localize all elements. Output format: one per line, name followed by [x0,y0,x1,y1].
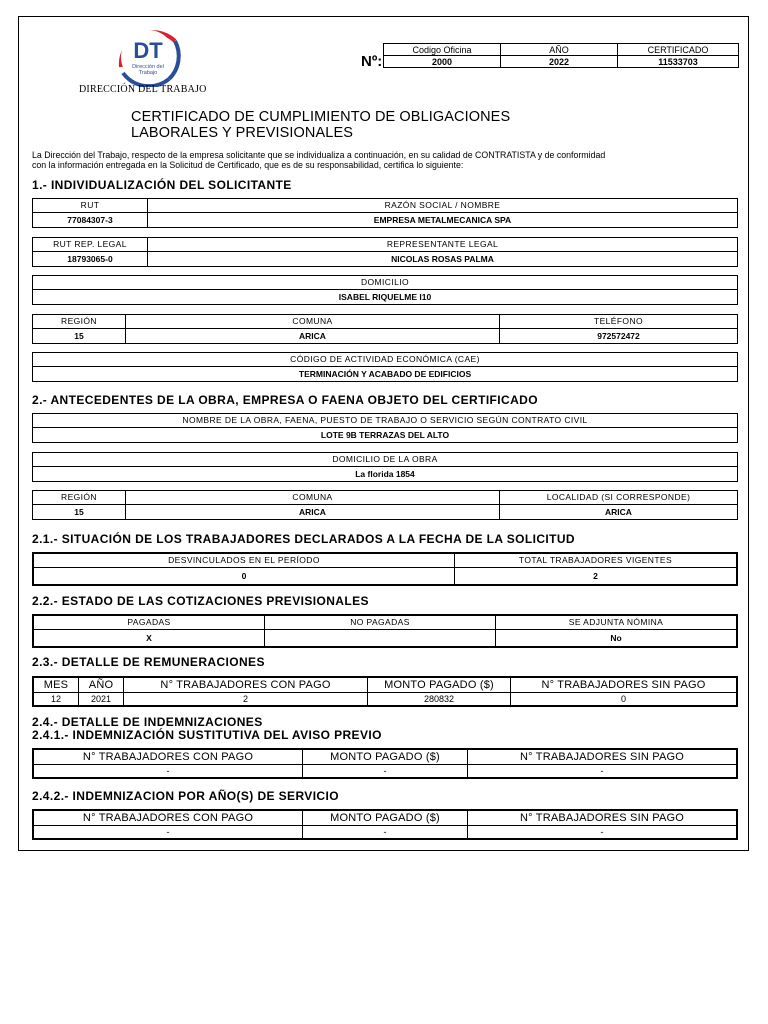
intro-line-1: La Dirección del Trabajo, respecto de la empresa solicitante que se individualiza a continuación, en su calidad de CONTRATISTA y de conformidad [32,150,606,160]
comuna-value: ARICA [126,329,500,344]
certificado-value: 11533703 [618,56,739,68]
obra-region-value: 15 [33,505,126,520]
se-adjunta-nomina-label: SE ADJUNTA NÓMINA [496,615,738,630]
servicio-con-pago-header: N° TRABAJADORES CON PAGO [33,810,303,826]
monto-pagado-value: 280832 [368,693,511,707]
section-2-1-heading: 2.1.- SITUACIÓN DE LOS TRABAJADORES DECLARADOS A LA FECHA DE LA SOLICITUD [32,532,575,546]
codigo-oficina-value: 2000 [384,56,501,68]
cae-value: TERMINACIÓN Y ACABADO DE EDIFICIOS [33,367,738,382]
telefono-value: 972572472 [500,329,738,344]
obra-table [32,413,738,443]
aviso-monto-header: MONTO PAGADO ($) [303,749,468,765]
aviso-sin-pago-header: N° TRABAJADORES SIN PAGO [468,749,738,765]
servicio-monto-value: - [303,826,468,840]
trabajadores-table [32,552,738,586]
codigo-oficina-header: Codigo Oficina [384,44,501,56]
domicilio-table [32,275,738,305]
certificate-number-table [383,43,739,68]
section-2-4-heading: 2.4.- DETALLE DE INDEMNIZACIONES [32,715,263,729]
logo-subtext-1: Dirección del [132,64,164,70]
obra-comuna-value: ARICA [126,505,500,520]
section-2-3-heading: 2.3.- DETALLE DE REMUNERACIONES [32,655,265,669]
ano-header: AÑO [501,44,618,56]
desvinculados-value: 0 [33,568,455,586]
title-line-1: CERTIFICADO DE CUMPLIMIENTO DE OBLIGACIONES [131,109,511,125]
no-pagadas-label: NO PAGADAS [265,615,496,630]
trabajadores-con-pago-header: N° TRABAJADORES CON PAGO [124,677,368,693]
total-trabajadores-label: TOTAL TRABAJADORES VIGENTES [455,553,738,568]
cae-table [32,352,738,382]
se-adjunta-nomina-value: No [496,630,738,648]
cotizaciones-table [32,614,738,648]
aviso-con-pago-value: - [33,765,303,779]
representante-legal-value: NICOLAS ROSAS PALMA [148,252,738,267]
region-value: 15 [33,329,126,344]
domicilio-obra-value: La florida 1854 [33,467,738,482]
section-2-2-heading: 2.2.- ESTADO DE LAS COTIZACIONES PREVISIONALES [32,594,369,608]
domicilio-obra-table [32,452,738,482]
ano-header-rem: AÑO [79,677,124,693]
section-1-heading: 1.- INDIVIDUALIZACIÓN DEL SOLICITANTE [32,178,292,192]
section-2-4-1-heading: 2.4.1.- INDEMNIZACIÓN SUSTITUTIVA DEL AVISO PREVIO [32,728,382,742]
cae-label: CÓDIGO DE ACTIVIDAD ECONÓMICA (CAE) [33,353,738,367]
razon-social-value: EMPRESA METALMECANICA SPA [148,213,738,228]
remuneraciones-table [32,676,738,707]
mes-header: MES [33,677,79,693]
trabajadores-sin-pago-value: 0 [511,693,738,707]
title-line-2: LABORALES Y PREVISIONALES [131,125,353,141]
localidad-label: LOCALIDAD (SI CORRESPONDE) [500,491,738,505]
pagadas-label: PAGADAS [33,615,265,630]
obra-comuna-label: COMUNA [126,491,500,505]
intro-line-2: con la información entregada en la Solicitud de Certificado, que es de su responsabilidad, certifica lo siguiente: [32,160,464,170]
certificado-header: CERTIFICADO [618,44,739,56]
servicio-con-pago-value: - [33,826,303,840]
domicilio-label: DOMICILIO [33,276,738,290]
servicio-sin-pago-header: N° TRABAJADORES SIN PAGO [468,810,738,826]
obra-region-comuna-localidad-table [32,490,738,520]
direccion-del-trabajo-logo [111,27,185,87]
ano-value-rem: 2021 [79,693,124,707]
mes-value: 12 [33,693,79,707]
region-comuna-telefono-table [32,314,738,344]
aviso-con-pago-header: N° TRABAJADORES CON PAGO [33,749,303,765]
obra-region-label: REGIÓN [33,491,126,505]
document-title [131,109,510,141]
rut-value: 77084307-3 [33,213,148,228]
number-label: Nº: [361,53,383,70]
localidad-value: ARICA [500,505,738,520]
logo-letters: DT [133,38,163,63]
razon-social-label: RAZÓN SOCIAL / NOMBRE [148,199,738,213]
rut-label: RUT [33,199,148,213]
anos-servicio-table [32,809,738,840]
rut-rep-legal-value: 18793065-0 [33,252,148,267]
rut-razon-table [32,198,738,228]
obra-value: LOTE 9B TERRAZAS DEL ALTO [33,428,738,443]
aviso-monto-value: - [303,765,468,779]
trabajadores-sin-pago-header: N° TRABAJADORES SIN PAGO [511,677,738,693]
comuna-label: COMUNA [126,315,500,329]
intro-paragraph [32,150,737,170]
telefono-label: TELÉFONO [500,315,738,329]
servicio-sin-pago-value: - [468,826,738,840]
logo-subtext-2: Trabajo [138,70,158,76]
desvinculados-label: DESVINCULADOS EN EL PERÍODO [33,553,455,568]
certificate-page [18,16,749,851]
rut-rep-legal-label: RUT REP. LEGAL [33,238,148,252]
representante-legal-label: REPRESENTANTE LEGAL [148,238,738,252]
total-trabajadores-value: 2 [455,568,738,586]
pagadas-value: X [33,630,265,648]
ano-value: 2022 [501,56,618,68]
domicilio-obra-label: DOMICILIO DE LA OBRA [33,453,738,467]
domicilio-value: ISABEL RIQUELME I10 [33,290,738,305]
trabajadores-con-pago-value: 2 [124,693,368,707]
aviso-previo-table [32,748,738,779]
region-label: REGIÓN [33,315,126,329]
no-pagadas-value [265,630,496,648]
obra-label: NOMBRE DE LA OBRA, FAENA, PUESTO DE TRABAJO O SERVICIO SEGÚN CONTRATO CIVIL [33,414,738,428]
logo-caption: DIRECCIÓN DEL TRABAJO [79,84,207,95]
section-2-4-2-heading: 2.4.2.- INDEMNIZACION POR AÑO(S) DE SERVICIO [32,789,339,803]
aviso-sin-pago-value: - [468,765,738,779]
representante-table [32,237,738,267]
servicio-monto-header: MONTO PAGADO ($) [303,810,468,826]
section-2-heading: 2.- ANTECEDENTES DE LA OBRA, EMPRESA O FAENA OBJETO DEL CERTIFICADO [32,393,538,407]
monto-pagado-header: MONTO PAGADO ($) [368,677,511,693]
